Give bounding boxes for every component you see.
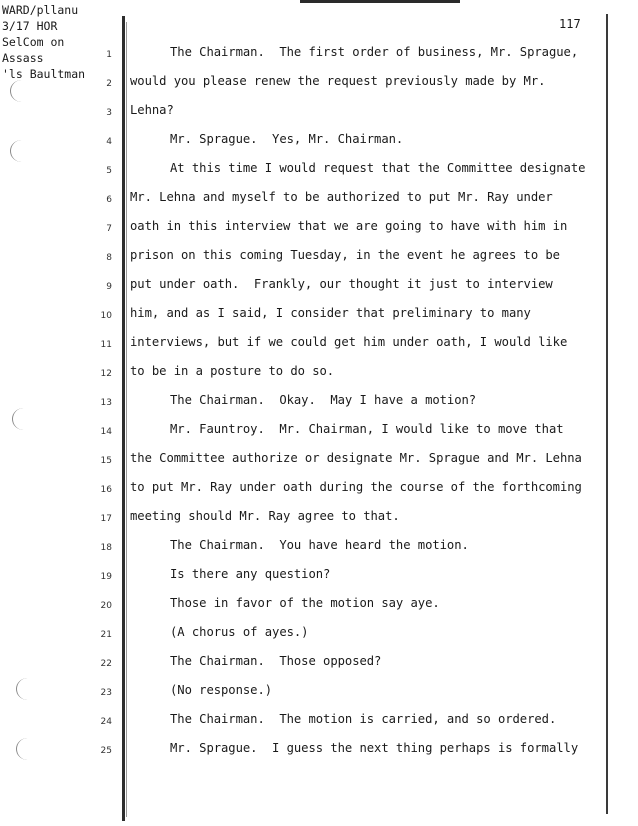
line-number: 5	[106, 166, 112, 176]
line-number: 4	[106, 137, 112, 147]
transcript-line: (No response.)	[170, 683, 273, 697]
transcript-line: the Committee authorize or designate Mr. Sprague and Mr. Lehna	[130, 451, 582, 465]
transcript-line: meeting should Mr. Ray agree to that.	[130, 509, 400, 523]
line-number: 14	[100, 427, 112, 437]
transcript-line: The Chairman. The first order of business, Mr. Sprague,	[170, 45, 579, 59]
line-number: 19	[100, 572, 112, 582]
line-number: 1	[106, 50, 112, 60]
line-number: 11	[100, 340, 112, 350]
line-number: 24	[100, 717, 112, 727]
transcript-line: The Chairman. You have heard the motion.	[170, 538, 469, 552]
line-number: 25	[100, 746, 112, 756]
header-line: Assass	[2, 51, 44, 65]
transcript-line: The Chairman. Okay. May I have a motion?	[170, 393, 477, 407]
line-number: 9	[106, 282, 112, 292]
transcript-line: The Chairman. Those opposed?	[170, 654, 382, 668]
transcript-line: oath in this interview that we are going to have with him in	[130, 219, 568, 233]
header-line: 3/17 HOR	[2, 19, 58, 33]
transcript-line: The Chairman. The motion is carried, and so ordered.	[170, 712, 557, 726]
transcript-line: put under oath. Frankly, our thought it just to interview	[130, 277, 553, 291]
transcript-line: Is there any question?	[170, 567, 331, 581]
left-margin-rule-inner	[126, 22, 127, 817]
line-number: 17	[100, 514, 112, 524]
line-number: 20	[100, 601, 112, 611]
header-line: WARD/pllanu	[2, 3, 79, 17]
line-number: 12	[100, 369, 112, 379]
line-number: 18	[100, 543, 112, 553]
binding-hole-mark	[16, 678, 39, 700]
line-number: 16	[100, 485, 112, 495]
binding-hole-mark	[12, 408, 35, 430]
transcript-line: Lehna?	[130, 103, 174, 117]
page-number: 117	[559, 17, 581, 31]
transcript-line: Those in favor of the motion say aye.	[170, 596, 440, 610]
line-number: 21	[100, 630, 112, 640]
line-number: 23	[100, 688, 112, 698]
binding-hole-mark	[16, 738, 39, 760]
transcript-line: to put Mr. Ray under oath during the course of the forthcoming	[130, 480, 582, 494]
line-number: 2	[106, 79, 112, 89]
transcript-line: Mr. Lehna and myself to be authorized to put Mr. Ray under	[130, 190, 553, 204]
line-number: 15	[100, 456, 112, 466]
header-block	[2, 2, 85, 82]
line-number: 8	[106, 253, 112, 263]
line-number: 10	[100, 311, 112, 321]
transcript-line: Mr. Sprague. Yes, Mr. Chairman.	[170, 132, 404, 146]
binding-hole-mark	[10, 80, 33, 102]
line-number: 13	[100, 398, 112, 408]
transcript-line: prison on this coming Tuesday, in the event he agrees to be	[130, 248, 560, 262]
header-line: 'ls Baultman	[2, 67, 86, 81]
transcript-line: interviews, but if we could get him under oath, I would like	[130, 335, 568, 349]
line-number: 3	[106, 108, 112, 118]
transcript-line: (A chorus of ayes.)	[170, 625, 309, 639]
binding-hole-mark	[10, 140, 33, 162]
transcript-line: would you please renew the request previously made by Mr.	[130, 74, 546, 88]
transcript-line: to be in a posture to do so.	[130, 364, 335, 378]
left-margin-rule	[122, 16, 125, 821]
right-margin-rule	[606, 14, 608, 814]
transcript-line: him, and as I said, I consider that preliminary to many	[130, 306, 531, 320]
line-number: 6	[106, 195, 112, 205]
line-number: 22	[100, 659, 112, 669]
transcript-line: Mr. Fauntroy. Mr. Chairman, I would like to move that	[170, 422, 564, 436]
transcript-line: At this time I would request that the Committee designate	[170, 161, 586, 175]
top-edge-mark	[300, 0, 460, 3]
header-line: SelCom on	[2, 35, 65, 49]
transcript-line: Mr. Sprague. I guess the next thing perhaps is formally	[170, 741, 579, 755]
line-number: 7	[106, 224, 112, 234]
